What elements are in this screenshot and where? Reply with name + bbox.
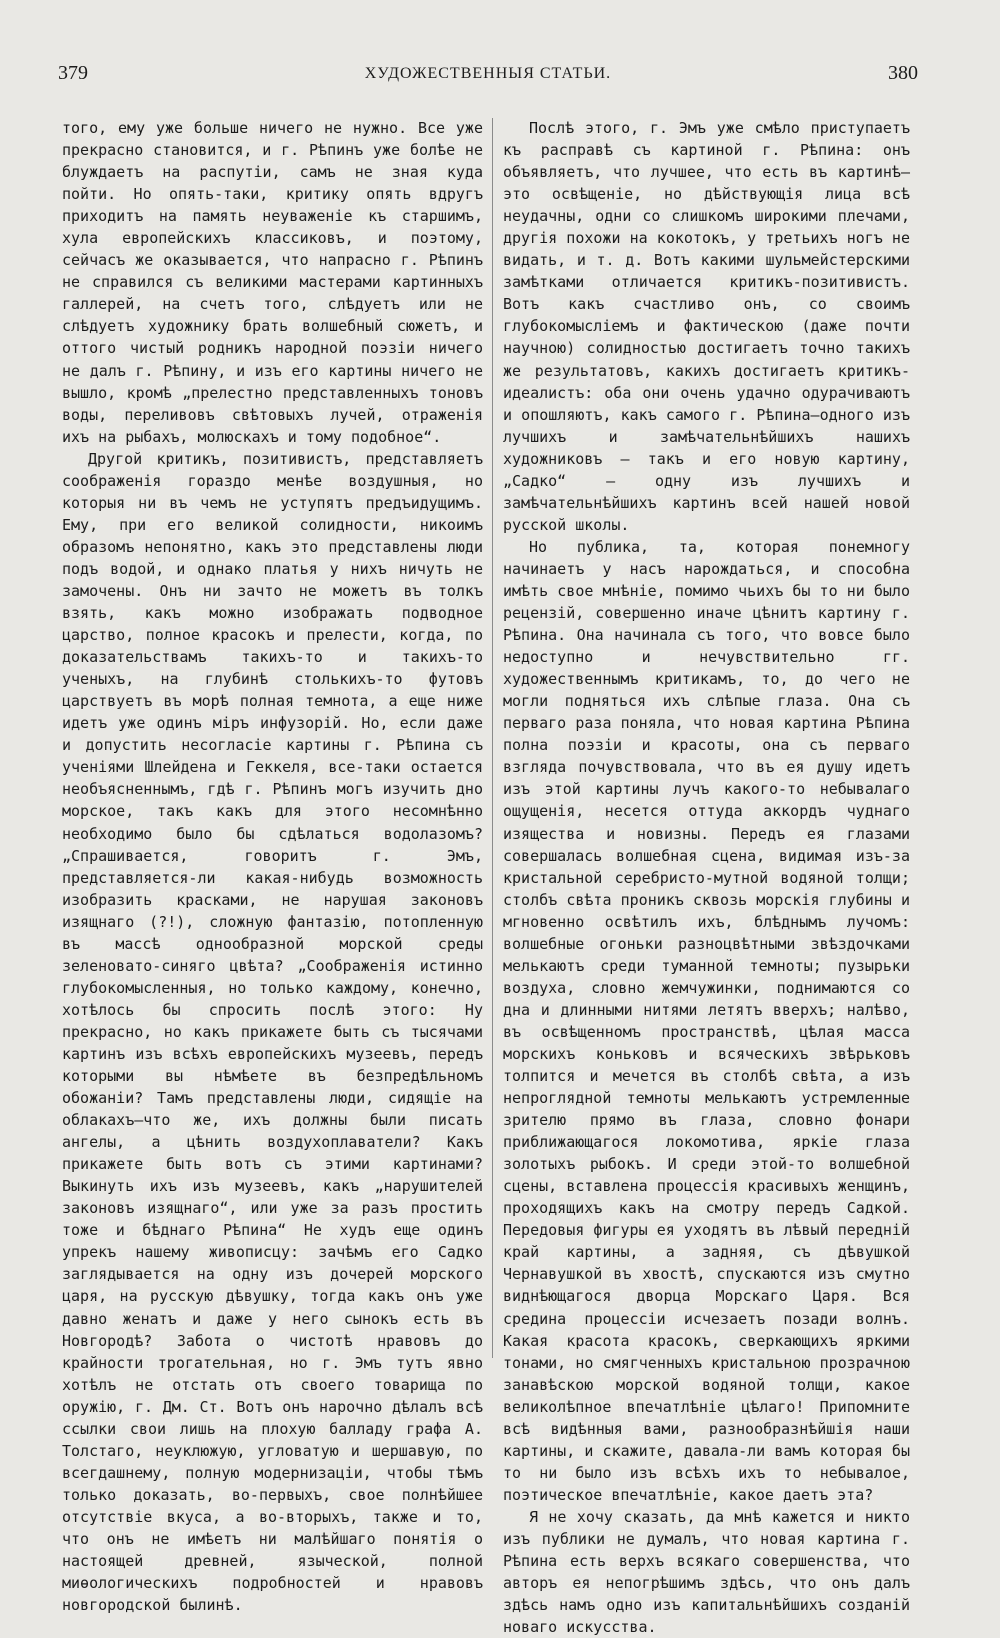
paragraph: Я не хочу сказать, да мнѣ кажется и никто изъ публики не думалъ, что новая картина г. Рѣпина есть верхъ всякаго совершенства, что авторъ ея непогрѣшимъ здѣсь, что онъ далъ здѣсь намъ одно изъ капитальнѣйшихъ созданій новаго искусства.: [503, 1507, 910, 1637]
paragraph: Послѣ этого, г. Эмъ уже смѣло приступаетъ къ расправѣ съ картиной г. Рѣпина: онъ объявляетъ, что лучшее, что есть въ картинѣ—это освѣщеніе, но дѣйствующія лица всѣ неудачны, одни со слишкомъ широкими плечами, другія похожи на кокотокъ, у третьихъ ногъ не видать, и т. д. Вотъ какими шульмейстерскими замѣтками отличается критикъ-позитивистъ. Вотъ какъ счастливо онъ, со своимъ глубокомысліемъ и фактическою (даже почти научною) солидностью достигаетъ точно такихъ же результатовъ, какихъ достигаетъ критикъ-идеалистъ: оба они очень удачно одурачиваютъ и опошляютъ, какъ самого г. Рѣпина—одного изъ лучшихъ и замѣчательнѣйшихъ нашихъ художниковъ — такъ и его новую картину, „Садко“ — одну изъ лучшихъ и замѣчательнѣйшихъ картинъ всей нашей новой русской школы.: [503, 119, 910, 534]
paragraph: Другой критикъ, позитивистъ, представляетъ соображенія гораздо менѣе воздушныя, но которыя ни въ чемъ не уступятъ предъидущимъ. Ему, при его великой солидности, никоимъ образомъ непонятно, какъ это представлены люди подъ водой, и однако платья у нихъ ничуть не замочены. Онъ ни зачто не можетъ въ толкъ взять, какъ можно изображать подводное царство, полное красокъ и прелести, когда, по доказательствамъ такихъ-то и такихъ-то ученыхъ, на глубинѣ столькихъ-то футовъ царствуетъ въ морѣ полная темнота, а еще ниже идетъ уже одинъ міръ инфузорій. Но, если даже и допустить несогласіе картины г. Рѣпина съ ученіями Шлейдена и Геккеля, все-таки остается необъясненнымъ, гдѣ г. Рѣпинъ могъ изучить дно морское, такъ какъ для этого несомнѣнно необходимо было бы сдѣлаться водолазомъ? „Спрашивается, говоритъ г. Эмъ, представляется-ли какая-нибудь возможность изобразить красками, не нарушая законовъ изящнаго (?!), сложную фантазію, потопленную въ массѣ однообразной морской среды зеленовато-синяго цвѣта? „Соображенія истинно глубокомысленныя, но только каждому, конечно, хотѣлось бы спросить послѣ этого: Ну прекрасно, но какъ прикажете быть съ тысячами картинъ изъ всѣхъ европейскихъ музеевъ, передъ которыми вы нѣмѣете въ безпредѣльномъ обожаніи? Тамъ представлены люди, сидящіе на облакахъ—что же, ихъ должны были писать ангелы, а цѣнить воздухоплаватели? Какъ прикажете быть вотъ съ этими картинами? Выкинуть ихъ изъ музеевъ, какъ „нарушителей законовъ изящнаго“, или уже за разъ простить тоже и бѣднаго Рѣпина“ Не худъ еще одинъ упрекъ нашему живописцу: зачѣмъ его Садко заглядывается на одну изъ дочерей морского царя, на русскую дѣвушку, тогда какъ онъ уже давно женатъ и даже у него сынокъ есть въ Новгородѣ? Забота о чистотѣ нравовъ до крайности трогательная, но г. Эмъ тутъ явно хотѣлъ не отстать отъ своего товарища по оружію, г. Дм. Ст. Вотъ онъ нарочно дѣлалъ всѣ ссылки свои лишь на плохую балладу графа А. Толстаго, неуклюжую, угловатую и шершавую, по всегдашнему, полную модернизаціи, чтобы тѣмъ только доказать, во-первыхъ, свое полнѣйшее отсутствіе вкуса, а во-вторыхъ, также и то, что онъ не имѣетъ ни малѣйшаго понятія о настоящей древней, языческой, полной миѳологическихъ подробностей и нравовъ новгородской былинѣ.: [62, 449, 483, 1615]
page-number-left: 379: [58, 62, 88, 84]
paragraph: того, ему уже больше ничего не нужно. Все уже прекрасно становится, и г. Рѣпинъ уже болѣе не блуждаетъ на распутіи, самъ не зная куда пойти. Но опять-таки, критику опять вдругъ приходитъ на память неуваженіе къ старшимъ, хула европейскихъ классиковъ, и поэтому, сейчасъ же оказывается, что напрасно г. Рѣпинъ не справился съ великими мастерами картинныхъ галлерей, на счетъ того, слѣдуетъ или не слѣдуетъ художнику брать волшебный сюжетъ, и оттого чистый родникъ народной поэзіи ничего не далъ г. Рѣпину, и изъ его картины ничего не вышло, кромѣ „прелестно представленныхъ тоновъ воды, переливовъ свѣтовыхъ лучей, отраженія ихъ на рыбахъ, молюскахъ и тому подобное“.: [62, 119, 483, 446]
running-title: ХУДОЖЕСТВЕННЫЯ СТАТЬИ.: [364, 65, 612, 82]
paragraph: Но публика, та, которая понемногу начинаетъ у насъ нарождаться, и способна имѣть свое мнѣніе, помимо чьихъ бы то ни было рецензій, совершенно иначе цѣнитъ картину г. Рѣпина. Она начинала съ того, что вовсе было недоступно и нечувствительно гг. художественнымъ критикамъ, то, до чего не могли подняться ихъ слѣпые глаза. Она съ перваго раза поняла, что новая картина Рѣпина полна поэзіи и красоты, она съ перваго взгляда почувствовала, что въ ея душу идетъ изъ этой картины лучъ какого-то небывалаго ощущенія, несется оттуда аккордъ чуднаго изящества и новизны. Передъ ея глазами совершалась волшебная сцена, видимая изъ-за кристальной серебристо-мутной водяной толщи; столбъ свѣта проникъ сквозь морскія глубины и мгновенно освѣтилъ ихъ, блѣднымъ лучомъ: волшебные огоньки разноцвѣтными звѣздочками мелькаютъ среди туманной темноты; пузырьки воздуха, словно жемчужинки, поднимаются со дна и длинными нитями летятъ вверхъ; налѣво, въ освѣщенномъ пространствѣ, цѣлая масса морскихъ коньковъ и всяческихъ звѣрьковъ толпится и мечется въ столбѣ свѣта, а изъ непроглядной темноты мелькаютъ устремленные зрителю прямо въ глаза, словно фонари приближающагося локомотива, яркіе глаза золотыхъ рыбокъ. И среди этой-то волшебной сцены, вставлена процессія красивыхъ женщинъ, проходящихъ какъ на смотру передъ Садкой. Передовыя фигуры ея уходятъ въ лѣвый передній край картины, а задняя, съ дѣвушкой Чернавушкой въ хвостѣ, спускаются изъ смутно виднѣющагося дворца Морскаго Царя. Вся средина процессіи исчезаетъ позади волнъ. Какая красота красокъ, сверкающихъ яркими тонами, но смягченныхъ кристальною прозрачною занавѣскою морской водяной толщи, какое великолѣпное впечатлѣніе цѣлаго! Припомните всѣ видѣнныя вами, разнообразнѣйшія наши картины, и скажите, давала-ли вамъ которая бы то ни было изъ всѣхъ ихъ то небывалое, поэтическое впечатлѣніе, какое даетъ эта?: [503, 537, 910, 1504]
left-column: [62, 117, 483, 1616]
page-number-right: 380: [888, 62, 918, 84]
page-header: [58, 62, 918, 88]
right-column: [503, 117, 910, 1638]
column-divider: [492, 118, 493, 1358]
